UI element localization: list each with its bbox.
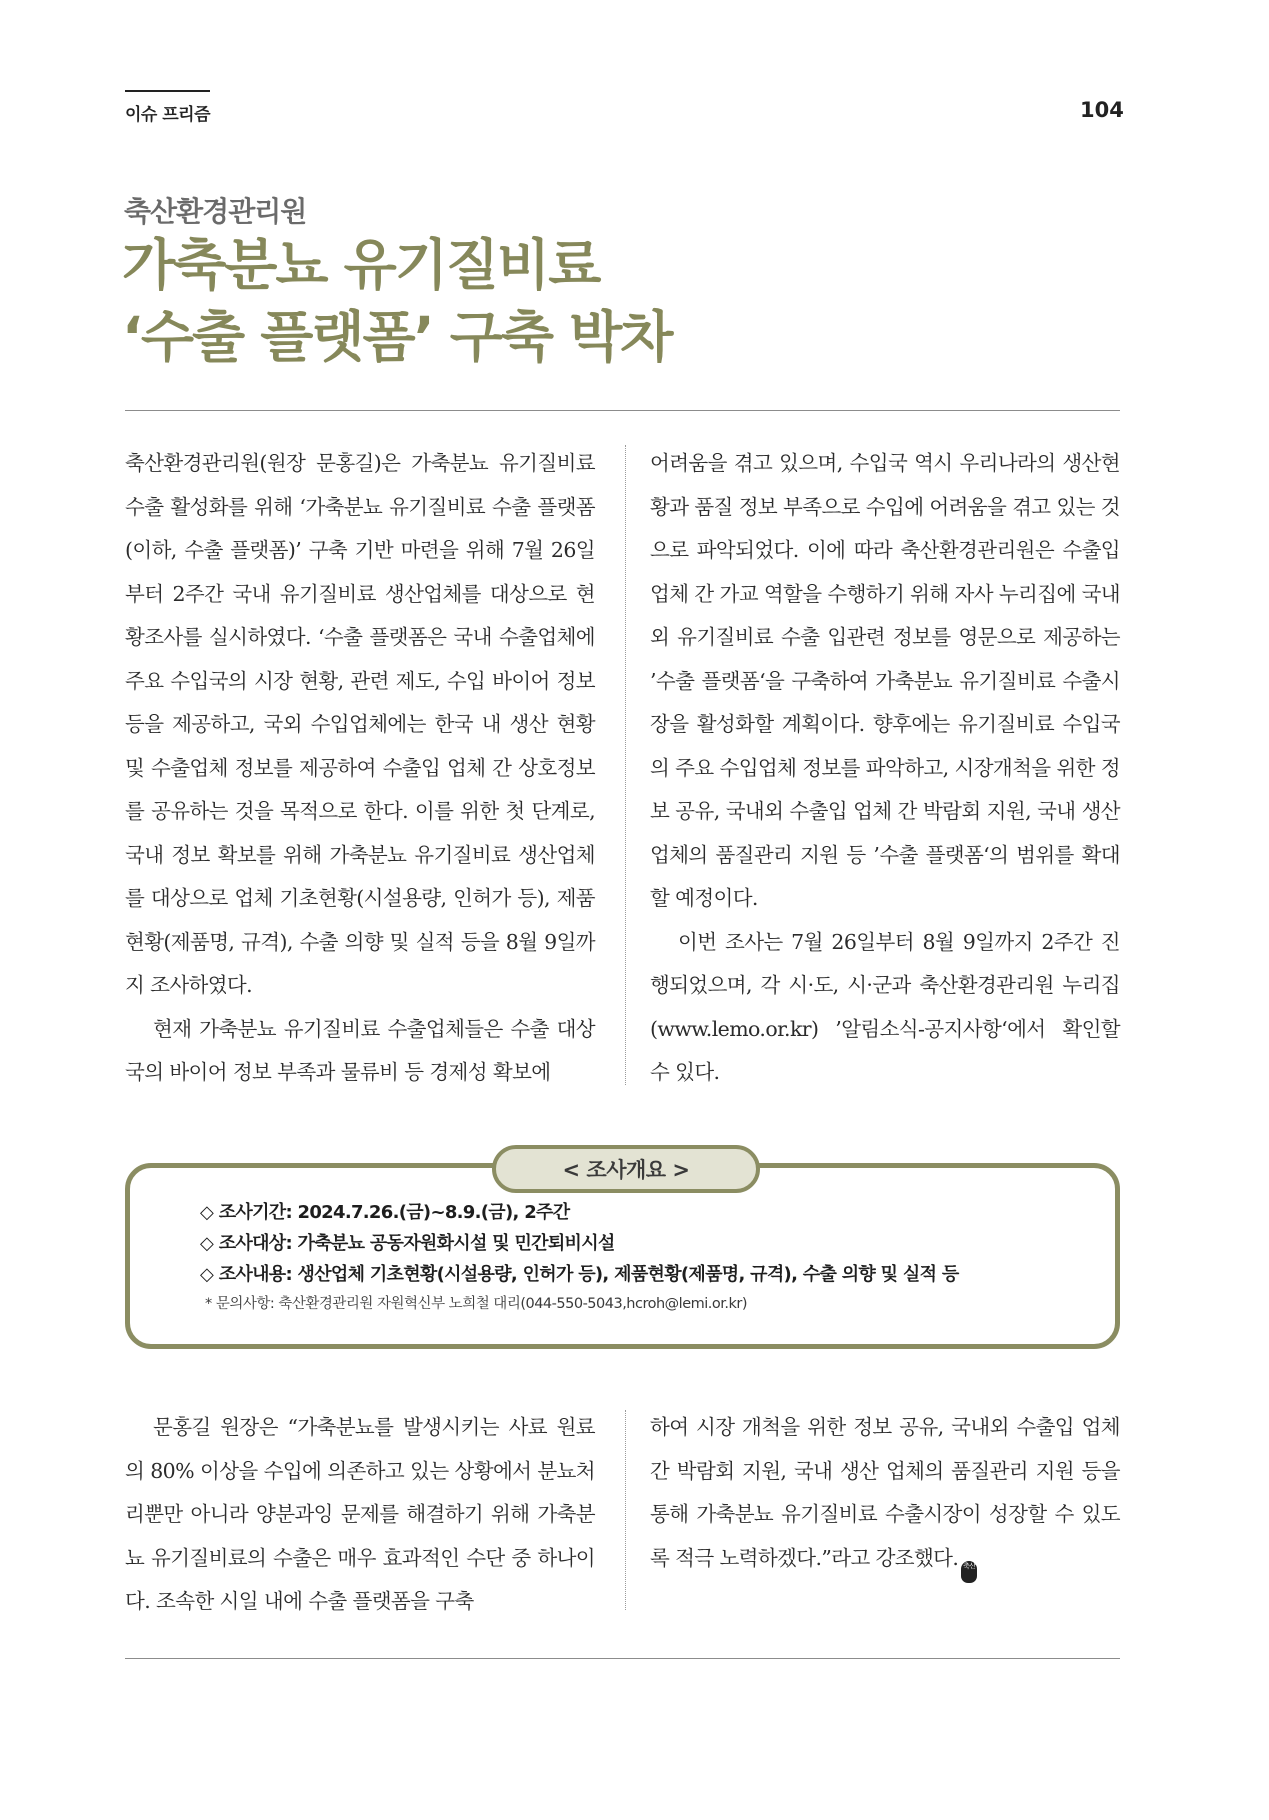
column-separator bbox=[625, 1410, 626, 1610]
survey-overview-title: < 조사개요 > bbox=[492, 1145, 760, 1193]
top-divider bbox=[125, 410, 1120, 411]
survey-target-item: ◇ 조사대상: 가축분뇨 공동자원화시설 및 민간퇴비시설 bbox=[200, 1233, 615, 1254]
body-top-left-column bbox=[125, 442, 595, 1095]
end-mark-icon: 축산 bbox=[961, 1561, 977, 1583]
body-top-right-column bbox=[650, 442, 1120, 1095]
paragraph: 문홍길 원장은 “가축분뇨를 발생시키는 사료 원료의 80% 이상을 수입에 의존하고 있는 상황에서 분뇨처리뿐만 아니라 양분과잉 문제를 해결하기 위해 가축분뇨 유기질비료의 수출은 매우 효과적인 수단 중 하나이다. 조속한 시일 내에 수출 플랫폼을 구축 bbox=[125, 1415, 595, 1613]
survey-overview-items bbox=[200, 1197, 959, 1313]
paragraph-text: 하여 시장 개척을 위한 정보 공유, 국내외 수출입 업체 간 박람회 지원, 국내 생산 업체의 품질관리 지원 등을 통해 가축분뇨 유기질비료 수출시장이 성장할 수 있도록 적극 노력하겠다.”라고 강조했다. bbox=[650, 1415, 1120, 1570]
article-title-line1: 가축분뇨 유기질비료 bbox=[122, 233, 600, 297]
bottom-divider bbox=[125, 1658, 1120, 1659]
org-name: 축산환경관리원 bbox=[124, 195, 307, 228]
paragraph: 축산환경관리원(원장 문홍길)은 가축분뇨 유기질비료 수출 활성화를 위해 ‘가축분뇨 유기질비료 수출 플랫폼(이하, 수출 플랫폼)’ 구축 기반 마련을 위해 7월 26일부터 2주간 국내 유기질비료 생산업체를 대상으로 현황조사를 실시하였다. ‘수출 플랫폼은 국내 수출업체에 주요 수입국의 시장 현황, 관련 제도, 수입 바이어 정보 등을 제공하고, 국외 수입업체에는 한국 내 생산 현황 및 수출업체 정보를 제공하여 수출입 업체 간 상호정보를 공유하는 것을 목적으로 한다. 이를 위한 첫 단계로, 국내 정보 확보를 위해 가축분뇨 유기질비료 생산업체를 대상으로 업체 기초현황(시설용량, 인허가 등), 제품 현황(제품명, 규격), 수출 의향 및 실적 등을 8월 9일까지 조사하였다. bbox=[125, 451, 595, 997]
column-separator bbox=[625, 445, 626, 1085]
body-bottom-left-column bbox=[125, 1406, 595, 1624]
paragraph bbox=[650, 1406, 1120, 1583]
paragraph: 어려움을 겪고 있으며, 수입국 역시 우리나라의 생산현황과 품질 정보 부족으로 수입에 어려움을 겪고 있는 것으로 파악되었다. 이에 따라 축산환경관리원은 수출입 업체 간 가교 역할을 수행하기 위해 자사 누리집에 국내외 유기질비료 수출 입관련 정보를 영문으로 제공하는 ’수출 플랫폼‘을 구축하여 가축분뇨 유기질비료 수출시장을 활성화할 계획이다. 향후에는 유기질비료 수입국의 주요 수입업체 정보를 파악하고, 시장개척을 위한 정보 공유, 국내외 수출입 업체 간 박람회 지원, 국내 생산 업체의 품질관리 지원 등 ’수출 플랫폼‘의 범위를 확대할 예정이다. bbox=[650, 451, 1120, 910]
survey-period-item: ◇ 조사기간: 2024.7.26.(금)~8.9.(금), 2주간 bbox=[200, 1202, 570, 1223]
body-bottom-right-column bbox=[650, 1406, 1120, 1583]
article-title-line2: ‘수출 플랫폼’ 구축 박차 bbox=[122, 305, 672, 369]
section-label: 이슈 프리즘 bbox=[125, 90, 210, 125]
survey-content-item: ◇ 조사내용: 생산업체 기초현황(시설용량, 인허가 등), 제품현황(제품명, 규격), 수출 의향 및 실적 등 bbox=[200, 1264, 959, 1285]
paragraph: 이번 조사는 7월 26일부터 8월 9일까지 2주간 진행되었으며, 각 시·도, 시·군과 축산환경관리원 누리집(www.lemo.or.kr) ’알림소식-공지사항‘에서 확인할 수 있다. bbox=[650, 929, 1120, 1084]
contact-note: * 문의사항: 축산환경관리원 자원혁신부 노희철 대리(044-550-5043,hcroh@lemi.or.kr) bbox=[205, 1296, 748, 1312]
page-number: 104 bbox=[1080, 98, 1124, 122]
paragraph: 현재 가축분뇨 유기질비료 수출업체들은 수출 대상국의 바이어 정보 부족과 물류비 등 경제성 확보에 bbox=[125, 1016, 595, 1084]
